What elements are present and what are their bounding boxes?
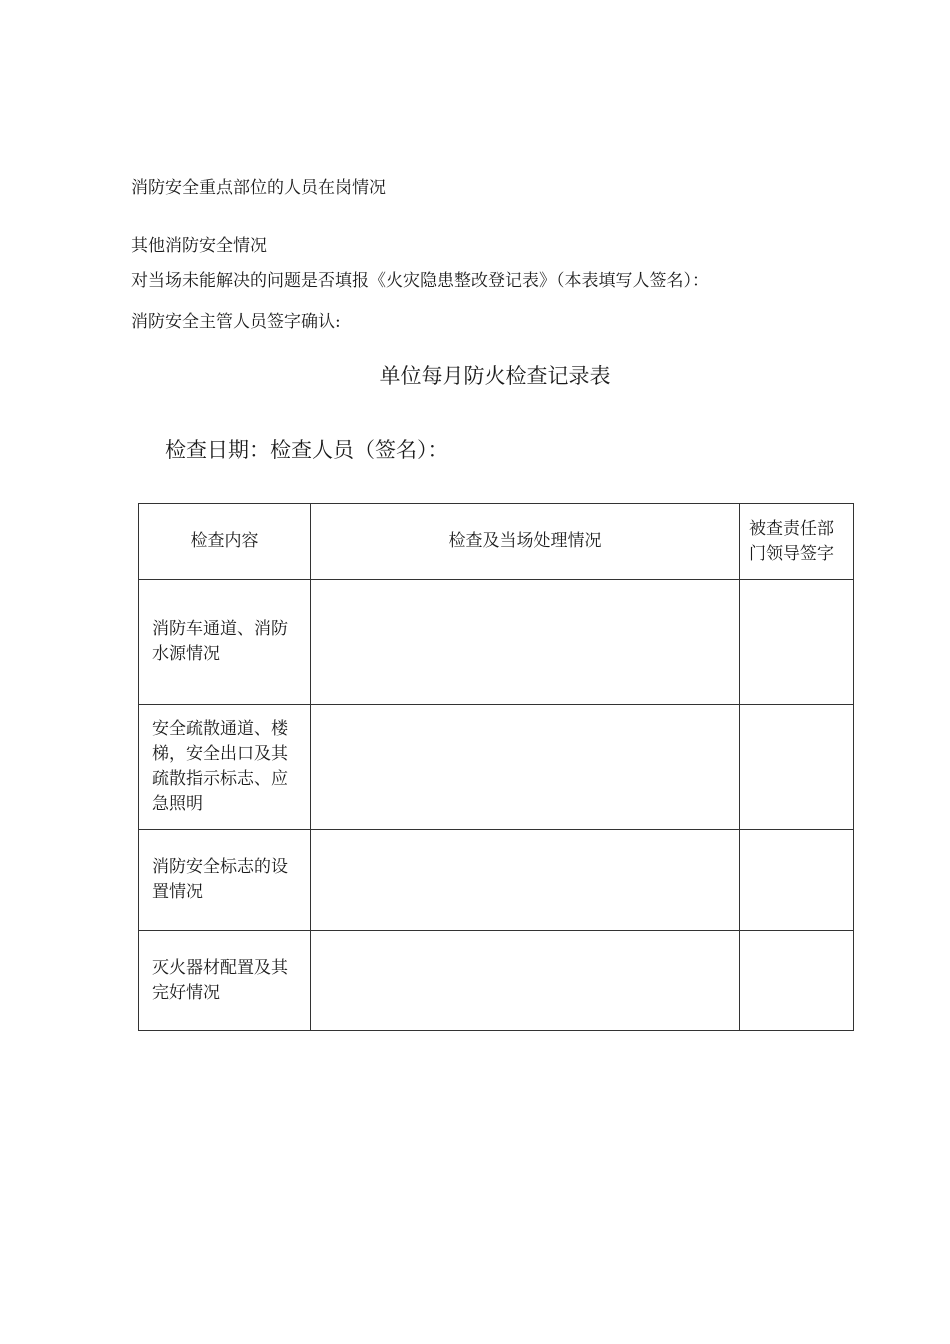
row-item-label: 灭火器材配置及其完好情况 bbox=[139, 931, 311, 1031]
inspection-table bbox=[138, 503, 854, 1031]
section-line-unresolved-issues: 对当场未能解决的问题是否填报《火灾隐患整改登记表》（本表填写人签名）： bbox=[131, 271, 709, 291]
header-inspection-result: 检查及当场处理情况 bbox=[311, 504, 740, 580]
row-signature-cell[interactable] bbox=[740, 830, 854, 931]
row-result-cell[interactable] bbox=[311, 705, 740, 830]
row-signature-cell[interactable] bbox=[740, 580, 854, 705]
row-item-label: 消防安全标志的设置情况 bbox=[139, 830, 311, 931]
row-result-cell[interactable] bbox=[311, 931, 740, 1031]
table-row bbox=[139, 705, 854, 830]
section-line-supervisor-signature: 消防安全主管人员签字确认: bbox=[131, 312, 341, 332]
table-row bbox=[139, 580, 854, 705]
table-row bbox=[139, 931, 854, 1031]
row-item-label: 消防车通道、消防水源情况 bbox=[139, 580, 311, 705]
row-result-cell[interactable] bbox=[311, 580, 740, 705]
section-line-key-positions: 消防安全重点部位的人员在岗情况 bbox=[131, 178, 386, 198]
row-result-cell[interactable] bbox=[311, 830, 740, 931]
form-title: 单位每月防火检查记录表 bbox=[379, 364, 611, 388]
section-line-other-safety: 其他消防安全情况 bbox=[131, 236, 267, 256]
inspection-meta-line: 检查日期：检查人员（签名）： bbox=[165, 438, 449, 462]
table-header-row bbox=[139, 504, 854, 580]
row-item-label: 安全疏散通道、楼梯，安全出口及其疏散指示标志、应急照明 bbox=[139, 705, 311, 830]
header-inspection-content: 检查内容 bbox=[139, 504, 311, 580]
table-row bbox=[139, 830, 854, 931]
row-signature-cell[interactable] bbox=[740, 705, 854, 830]
header-department-signature: 被查责任部门领导签字 bbox=[740, 504, 854, 580]
row-signature-cell[interactable] bbox=[740, 931, 854, 1031]
